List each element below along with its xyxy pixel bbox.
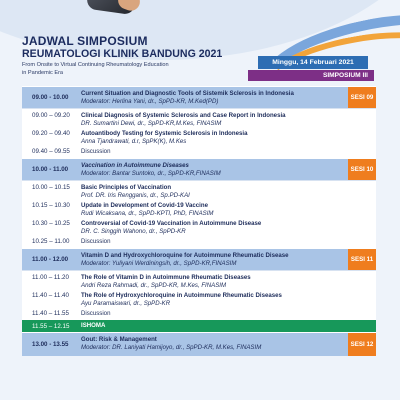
- talk-time: 10.15 – 10.30: [32, 202, 70, 209]
- talk-list: [22, 270, 376, 320]
- talk-title: Autoantibody Testing for Systemic Sclerosis in Indonesia: [81, 130, 248, 137]
- page-subtitle: REUMATOLOGI KLINIK BANDUNG 2021: [22, 48, 223, 60]
- talk-row: [22, 309, 376, 319]
- session-content: [77, 87, 348, 108]
- talk-title: The Role of Hydroxychloroquine in Autoimmune Rheumatic Diseases: [81, 292, 282, 299]
- session-content: [77, 249, 348, 270]
- session-title: Vitamin D and Hydroxychloroquine for Autoimmune Rheumatic Disease: [81, 252, 289, 259]
- discussion-label: Discussion: [81, 148, 111, 155]
- sesi-badge: SESI 09: [348, 87, 376, 108]
- session-content: [77, 159, 348, 180]
- tagline-line-2: in Pandemic Era: [22, 70, 64, 76]
- talk-time: 10.00 – 10.15: [32, 184, 70, 191]
- session-time: 09.00 - 10.00: [32, 94, 69, 101]
- talk-speaker: Rudi Wicaksana, dr., SpPD-KPTI, PhD, FINASIM: [81, 210, 214, 217]
- discussion-label: Discussion: [81, 310, 111, 317]
- date-badge: Minggu, 14 Februari 2021: [258, 56, 368, 69]
- session-row: [22, 248, 376, 270]
- talk-speaker: DR. C. Singgih Wahono, dr., SpPD-KR: [81, 228, 186, 235]
- session-title: Vaccination in Autoimmune Diseases: [81, 162, 189, 169]
- session-moderator: Moderator: Herlina Yani, dr., SpPD-KR, M.Ked(PD): [81, 98, 219, 105]
- session-row: [22, 158, 376, 180]
- break-time: 11.55 – 12.15: [32, 322, 70, 330]
- talk-time: 09.00 – 09.20: [32, 112, 70, 119]
- session-time: 13.00 - 13.55: [32, 341, 69, 348]
- sesi-badge: SESI 12: [348, 333, 376, 356]
- talk-speaker: Andri Reza Rahmadi, dr., SpPD-KR, M.Kes, FINASIM: [81, 282, 227, 289]
- talk-title: Clinical Diagnosis of Systemic Sclerosis and Case Report in Indonesia: [81, 112, 286, 119]
- session-moderator: Moderator: Yuliyani Werdiningsih, dr., SpPD-KR,FINASIM: [81, 260, 237, 267]
- talk-row: [22, 129, 376, 147]
- talk-row: [22, 147, 376, 157]
- schedule-table: [22, 86, 376, 356]
- title-block: [22, 34, 222, 77]
- talk-row: [22, 201, 376, 219]
- session-moderator: Moderator: Bantar Suntoko, dr., SpPD-KR,FINASIM: [81, 170, 221, 177]
- break-row: [22, 320, 376, 332]
- talk-list: [22, 108, 376, 158]
- talk-title: The Role of Vitamin D in Autoimmune Rheumatic Diseases: [81, 274, 251, 281]
- talk-speaker: Prof. DR. Iris Rengganis, dr., Sp.PD-KAI: [81, 192, 190, 199]
- session-row: [22, 332, 376, 356]
- talk-speaker: Ayu Paramaiswari, dr., SpPD-KR: [81, 300, 171, 307]
- talk-time: 11.00 – 11.20: [32, 274, 69, 281]
- break-label: ISHOMA: [81, 322, 106, 329]
- talk-time: 10.25 – 11.00: [32, 238, 70, 245]
- talk-time: 11.40 – 11.55: [32, 310, 69, 317]
- talk-time: 10.30 – 10.25: [32, 220, 70, 227]
- session-time: 10.00 - 11.00: [32, 166, 69, 173]
- discussion-label: Discussion: [81, 238, 111, 245]
- session-title: Gout: Risk & Management: [81, 336, 157, 343]
- page-title: JADWAL SIMPOSIUM: [22, 34, 148, 48]
- session-title: Current Situation and Diagnostic Tools of Sistemik Sclerosis in Indonesia: [81, 90, 294, 97]
- talk-time: 09.40 – 09.55: [32, 148, 70, 155]
- talk-speaker: Anna Tjandrawati, d.r, SpPK(K), M.Kes: [81, 138, 187, 145]
- session-content: [77, 333, 348, 356]
- session-row: [22, 86, 376, 108]
- sesi-badge: SESI 10: [348, 159, 376, 180]
- talk-row: [22, 219, 376, 237]
- talk-list: [22, 180, 376, 248]
- talk-row: [22, 237, 376, 247]
- talk-time: 11.40 – 11.40: [32, 292, 69, 299]
- symposium-badge: SIMPOSIUM III: [248, 70, 374, 81]
- session-time: 11.00 - 12.00: [32, 256, 69, 263]
- talk-title: Basic Principles of Vaccination: [81, 184, 172, 191]
- talk-speaker: DR. Sumartini Dewi, dr., SpPD-KR,M.Kes, FINASIM: [81, 120, 222, 127]
- talk-time: 09.20 – 09.40: [32, 130, 70, 137]
- session-moderator: Moderator: DR. Laniyati Hamijoyo, dr., SpPD-KR, M.Kes, FINASIM: [81, 344, 262, 351]
- tagline-line-1: From Onsite to Virtual Continuing Rheumatology Education: [22, 62, 169, 68]
- talk-row: [22, 273, 376, 291]
- talk-row: [22, 291, 376, 309]
- talk-row: [22, 183, 376, 201]
- talk-title: Update in Development of Covid-19 Vaccine: [81, 202, 208, 209]
- sesi-badge: SESI 11: [348, 249, 376, 270]
- talk-title: Controversial of Covid-19 Vaccination in Autoimmune Disease: [81, 220, 262, 227]
- talk-row: [22, 111, 376, 129]
